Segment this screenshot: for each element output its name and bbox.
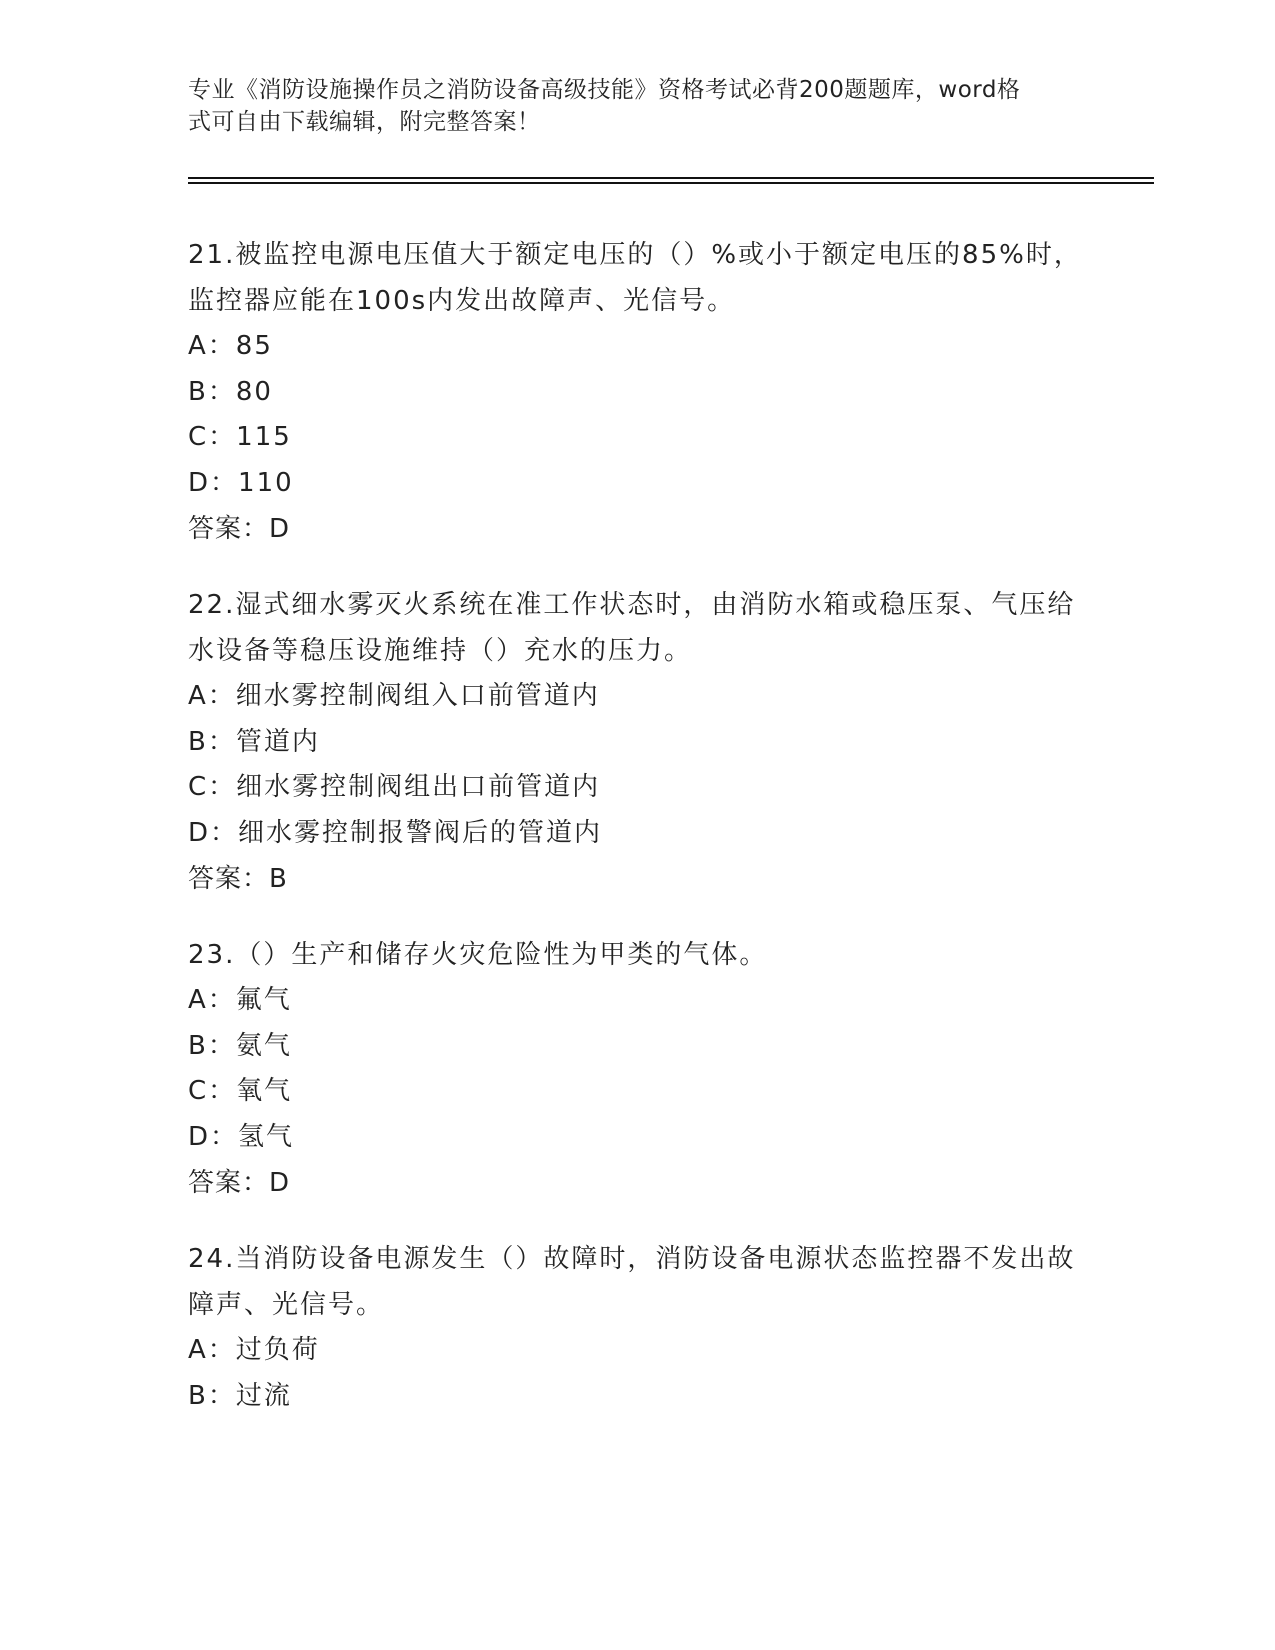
answer-value: D	[269, 1168, 290, 1198]
answer-value: B	[269, 864, 287, 894]
document-header	[188, 74, 1068, 138]
option-d: D：110	[188, 467, 294, 498]
option-b: B：80	[188, 376, 273, 407]
option-d: D：氢气	[188, 1121, 295, 1152]
answer-value: D	[269, 514, 290, 544]
option-c: C：细水雾控制阀组出口前管道内	[188, 772, 601, 802]
option-b: B：氨气	[188, 1030, 292, 1061]
header-line-1: 专业《消防设施操作员之消防设备高级技能》资格考试必背200题题库，word格	[188, 77, 1021, 103]
answer-label: 答案：	[188, 864, 270, 894]
option-a: A：氟气	[188, 985, 292, 1015]
answer-line	[188, 856, 1088, 902]
question-stem: 24.当消防设备电源发生（）故障时，消防设备电源状态监控器不发出故障声、光信号。	[188, 1244, 1076, 1320]
question-stem: 21.被监控电源电压值大于额定电压的（）%或小于额定电压的85%时，监控器应能在100s内发出故障声、光信号。	[188, 240, 1082, 316]
answer-label: 答案：	[188, 1168, 270, 1198]
header-line-2: 式可自由下载编辑，附完整答案！	[188, 109, 541, 135]
answer-label: 答案：	[188, 514, 270, 544]
option-a: A：细水雾控制阀组入口前管道内	[188, 681, 600, 711]
option-c: C：115	[188, 422, 292, 452]
question-list	[188, 232, 1088, 1449]
option-a: A：85	[188, 331, 273, 361]
option-b: B：管道内	[188, 726, 320, 757]
option-c: C：氧气	[188, 1076, 293, 1106]
answer-line	[188, 506, 1088, 552]
option-b: B：过流	[188, 1380, 292, 1411]
question-stem: 22.湿式细水雾灭火系统在准工作状态时，由消防水箱或稳压泵、气压给水设备等稳压设施维持（）充水的压力。	[188, 590, 1076, 666]
answer-line	[188, 1160, 1088, 1206]
option-a: A：过负荷	[188, 1335, 320, 1365]
question-23	[188, 932, 1088, 1206]
question-stem: 23.（）生产和储存火灾危险性为甲类的气体。	[188, 940, 768, 970]
question-21	[188, 232, 1088, 552]
question-24	[188, 1236, 1088, 1419]
header-divider-bottom	[188, 182, 1154, 184]
header-divider-top	[188, 177, 1154, 179]
question-22	[188, 582, 1088, 902]
option-d: D：细水雾控制报警阀后的管道内	[188, 817, 603, 848]
